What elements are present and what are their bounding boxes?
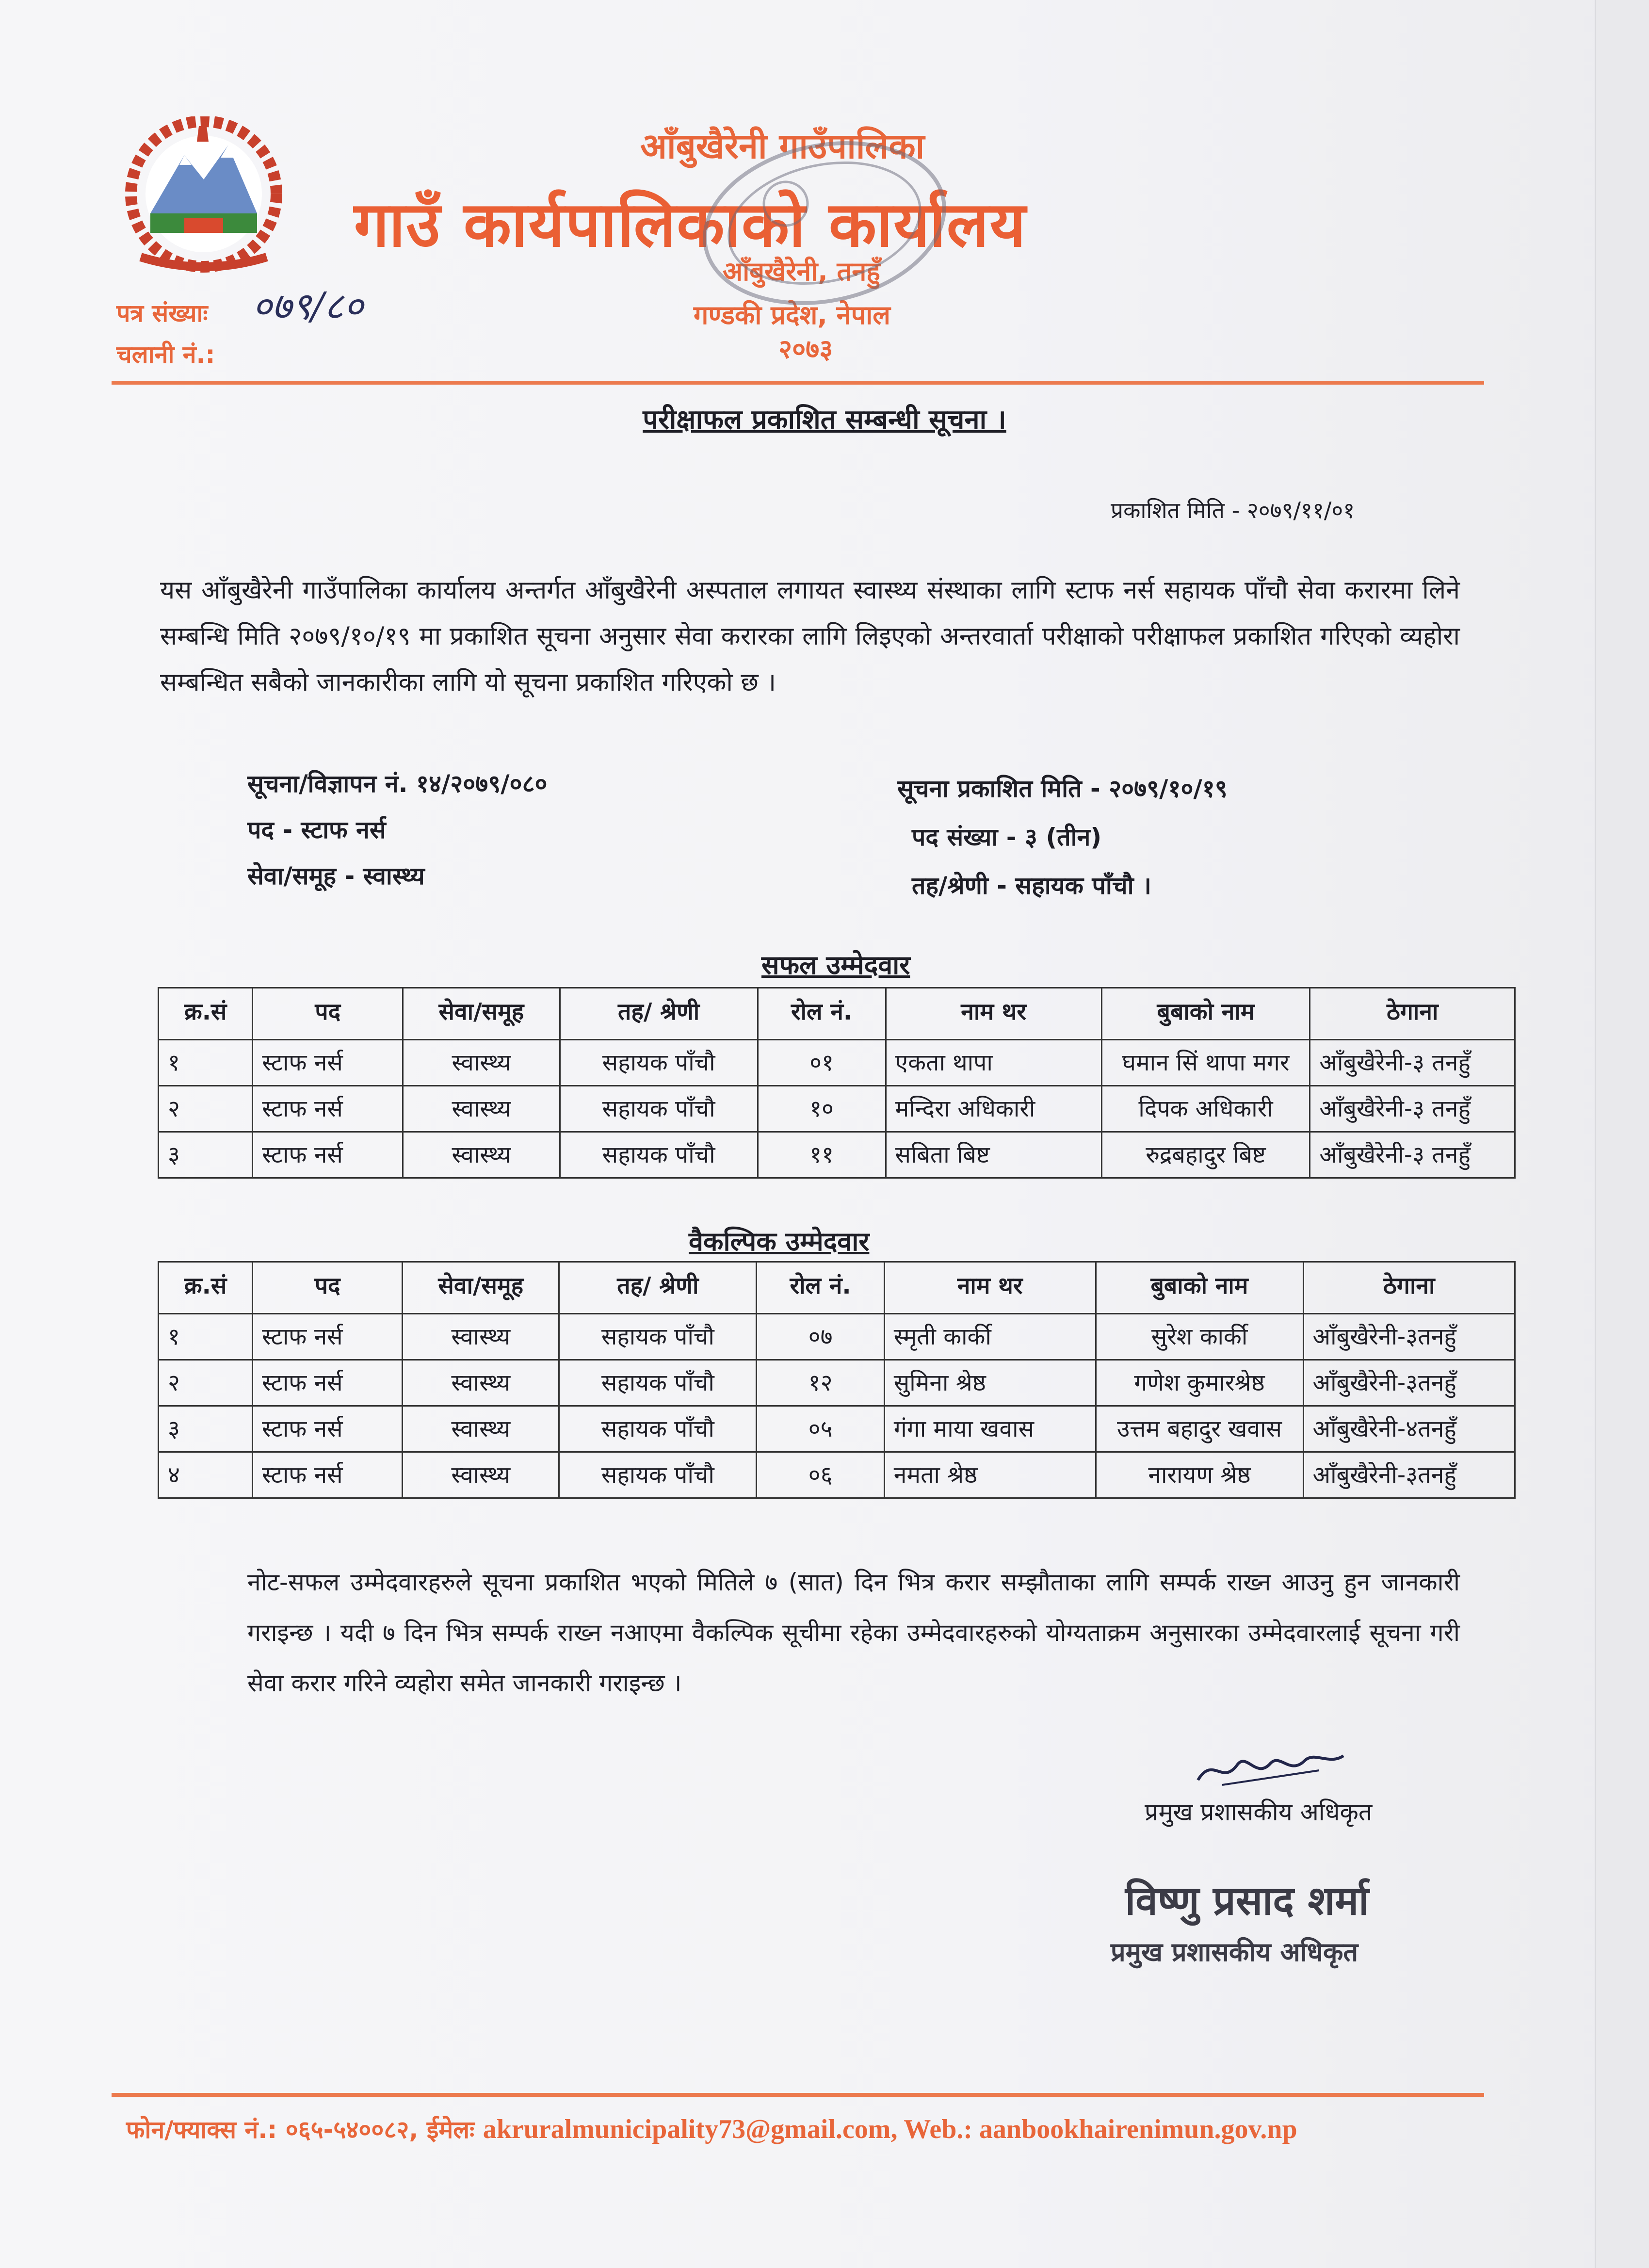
column-header: सेवा/समूह: [403, 988, 560, 1040]
table-cell: स्वास्थ्य: [403, 1360, 559, 1406]
note-text: नोट-सफल उम्मेदवारहरुले सूचना प्रकाशित भएको मितिले ७ (सात) दिन भित्र करार सम्झौताका लागि सम्पर्क राख्न आउनु हुन जानकारी गराइन्छ । यदी ७ दिन भित्र सम्पर्क राख्न नआएमा वैकल्पिक सूचीमा रहेका उम्मेदवारहरुको योग्यताक्रम अनुसारका उम्मेदवारलाई सूचना गरी सेवा करार गरिने व्यहोरा समेत जानकारी गराइन्छ ।: [247, 1568, 1460, 1697]
column-header: नाम थर: [886, 988, 1101, 1040]
column-header: पद: [252, 1262, 402, 1314]
table-cell: सहायक पाँचौ: [559, 1314, 757, 1360]
table-cell: सहायक पाँचौ: [560, 1132, 758, 1178]
notice-body: यस आँबुखैरेनी गाउँपालिका कार्यालय अन्तर्गत आँबुखैरेनी अस्पताल लगायत स्वास्थ्य संस्थाका लागि स्टाफ नर्स सहायक पाँचौ सेवा करारमा लिने सम्बन्धि मिति २०७९/१०/१९ मा प्रकाशित सूचना अनुसार सेवा करारका लागि लिइएको अन्तरवार्ता परीक्षाको परीक्षाफल प्रकाशित गरिएको व्यहोरा सम्बन्धित सबैको जानकारीका लागि यो सूचना प्रकाशित गरिएको छ ।: [160, 576, 1460, 697]
table-cell: ११: [758, 1132, 886, 1178]
table-cell: आँबुखैरेनी-३तनहुँ: [1303, 1452, 1515, 1498]
table-cell: एकता थापा: [886, 1040, 1101, 1086]
successful-title: सफल उम्मेदवार: [761, 950, 910, 980]
table-cell: स्टाफ नर्स: [253, 1040, 403, 1086]
table-cell: मन्दिरा अधिकारी: [886, 1086, 1101, 1132]
table-cell: सहायक पाँचौ: [560, 1040, 758, 1086]
table-cell: १०: [758, 1086, 886, 1132]
table-row: [159, 1360, 1515, 1406]
service-field: सेवा/समूह - स्वास्थ्य: [247, 862, 425, 890]
notice-date: सूचना प्रकाशित मिति - २०७९/१०/१९: [897, 775, 1228, 803]
table-cell: स्टाफ नर्स: [252, 1360, 402, 1406]
org-top-name: आँबुखैरेनी गाउँपालिका: [640, 126, 925, 166]
table-cell: स्टाफ नर्स: [253, 1132, 403, 1178]
footer-contact: [126, 2112, 1297, 2145]
column-header: रोल नं.: [758, 988, 886, 1040]
table-cell: स्वास्थ्य: [403, 1132, 560, 1178]
table-cell: नारायण श्रेष्ठ: [1096, 1452, 1303, 1498]
table-cell: स्वास्थ्य: [403, 1314, 559, 1360]
table-cell: स्वास्थ्य: [403, 1040, 560, 1086]
table-row: [159, 1040, 1515, 1086]
table-cell: सबिता बिष्ट: [886, 1132, 1101, 1178]
table-row: [159, 1406, 1515, 1452]
alternate-title: वैकल्पिक उम्मेदवार: [689, 1226, 870, 1257]
footer-phone: फोन/फ्याक्स नं.: ०६५-५४००८२, ईमेलः: [126, 2116, 475, 2144]
column-header: नाम थर: [884, 1262, 1096, 1314]
table-cell: सहायक पाँचौ: [560, 1086, 758, 1132]
column-header: बुबाको नाम: [1101, 988, 1310, 1040]
column-header: क्र.सं: [159, 988, 253, 1040]
table-cell: २: [159, 1360, 253, 1406]
successful-table: [158, 987, 1516, 1179]
table-cell: स्टाफ नर्स: [252, 1314, 402, 1360]
table-cell: १: [159, 1040, 253, 1086]
header-rule: [112, 381, 1484, 385]
table-cell: २: [159, 1086, 253, 1132]
alternate-table: [158, 1261, 1516, 1499]
signature-icon: [1193, 1736, 1348, 1795]
table-cell: सहायक पाँचौ: [559, 1360, 757, 1406]
post-field: पद - स्टाफ नर्स: [247, 816, 386, 844]
table-cell: ०७: [757, 1314, 884, 1360]
footer-email-web: akruralmunicipality73@gmail.com, Web.: aanbookhairenimun.gov.np: [483, 2114, 1297, 2144]
table-cell: १२: [757, 1360, 884, 1406]
office-stamp-icon: [689, 131, 960, 315]
address-line2: गण्डकी प्रदेश, नेपाल: [694, 300, 890, 330]
column-header: तह/ श्रेणी: [560, 988, 758, 1040]
nepal-emblem-icon: [112, 116, 296, 276]
table-row: [159, 1132, 1515, 1178]
post-count: पद संख्या - ३ (तीन): [912, 823, 1102, 851]
signatory-stamp-title: प्रमुख प्रशासकीय अधिकृत: [1111, 1937, 1358, 1967]
paper-edge: [1595, 0, 1649, 2268]
column-header: सेवा/समूह: [403, 1262, 559, 1314]
table-cell: ३: [159, 1406, 253, 1452]
signatory-name: विष्णु प्रसाद शर्मा: [1125, 1878, 1369, 1924]
table-row: [159, 1314, 1515, 1360]
signatory-title: प्रमुख प्रशासकीय अधिकृत: [1145, 1798, 1373, 1826]
table-cell: ०६: [757, 1452, 884, 1498]
table-cell: स्वास्थ्य: [403, 1452, 559, 1498]
office-title: गाउँ कार्यपालिकाको कार्यालय: [354, 189, 1027, 261]
chalani-label: चलानी नं.:: [116, 340, 215, 369]
footer-rule: [112, 2093, 1484, 2097]
table-cell: स्वास्थ्य: [403, 1406, 559, 1452]
table-cell: नमता श्रेष्ठ: [884, 1452, 1096, 1498]
table-cell: गणेश कुमारश्रेष्ठ: [1096, 1360, 1303, 1406]
column-header: क्र.सं: [159, 1262, 253, 1314]
table-cell: ३: [159, 1132, 253, 1178]
table-cell: सहायक पाँचौ: [559, 1452, 757, 1498]
table-cell: १: [159, 1314, 253, 1360]
table-cell: सुमिना श्रेष्ठ: [884, 1360, 1096, 1406]
column-header: तह/ श्रेणी: [559, 1262, 757, 1314]
column-header: रोल नं.: [757, 1262, 884, 1314]
notice-title: परीक्षाफल प्रकाशित सम्बन्धी सूचना ।: [643, 404, 1006, 436]
published-date: प्रकाशित मिति - २०७९/११/०१: [1111, 497, 1355, 523]
table-cell: सहायक पाँचौ: [559, 1406, 757, 1452]
table-row: [159, 1452, 1515, 1498]
table-cell: आँबुखैरेनी-३तनहुँ: [1303, 1360, 1515, 1406]
table-cell: आँबुखैरेनी-३तनहुँ: [1303, 1314, 1515, 1360]
table-cell: आँबुखैरेनी-३ तनहुँ: [1310, 1086, 1515, 1132]
table-cell: स्टाफ नर्स: [253, 1086, 403, 1132]
table-cell: स्टाफ नर्स: [252, 1406, 402, 1452]
table-cell: स्मृती कार्की: [884, 1314, 1096, 1360]
table-cell: ४: [159, 1452, 253, 1498]
table-row: [159, 1086, 1515, 1132]
column-header: पद: [253, 988, 403, 1040]
column-header: ठेगाना: [1303, 1262, 1515, 1314]
table-cell: दिपक अधिकारी: [1101, 1086, 1310, 1132]
level-field: तह/श्रेणी - सहायक पाँचौ ।: [912, 872, 1151, 900]
column-header: ठेगाना: [1310, 988, 1515, 1040]
table-cell: उत्तम बहादुर खवास: [1096, 1406, 1303, 1452]
address-line1: आँबुखैरेनी, तनहुँ: [723, 256, 880, 287]
column-header: बुबाको नाम: [1096, 1262, 1303, 1314]
table-cell: सुरेश कार्की: [1096, 1314, 1303, 1360]
table-cell: आँबुखैरेनी-३ तनहुँ: [1310, 1132, 1515, 1178]
table-cell: घमान सिं थापा मगर: [1101, 1040, 1310, 1086]
table-cell: स्वास्थ्य: [403, 1086, 560, 1132]
table-cell: ०१: [758, 1040, 886, 1086]
ad-number: सूचना/विज्ञापन नं. १४/२०७९/०८०: [247, 770, 548, 798]
table-cell: स्टाफ नर्स: [252, 1452, 402, 1498]
table-cell: गंगा माया खवास: [884, 1406, 1096, 1452]
address-line3: २०७३: [778, 334, 833, 364]
table-cell: आँबुखैरेनी-४तनहुँ: [1303, 1406, 1515, 1452]
table-cell: रुद्रबहादुर बिष्ट: [1101, 1132, 1310, 1178]
table-cell: आँबुखैरेनी-३ तनहुँ: [1310, 1040, 1515, 1086]
table-cell: ०५: [757, 1406, 884, 1452]
ref-label: पत्र संख्याः: [116, 299, 208, 327]
ref-number: ०७९/८०: [252, 285, 364, 328]
